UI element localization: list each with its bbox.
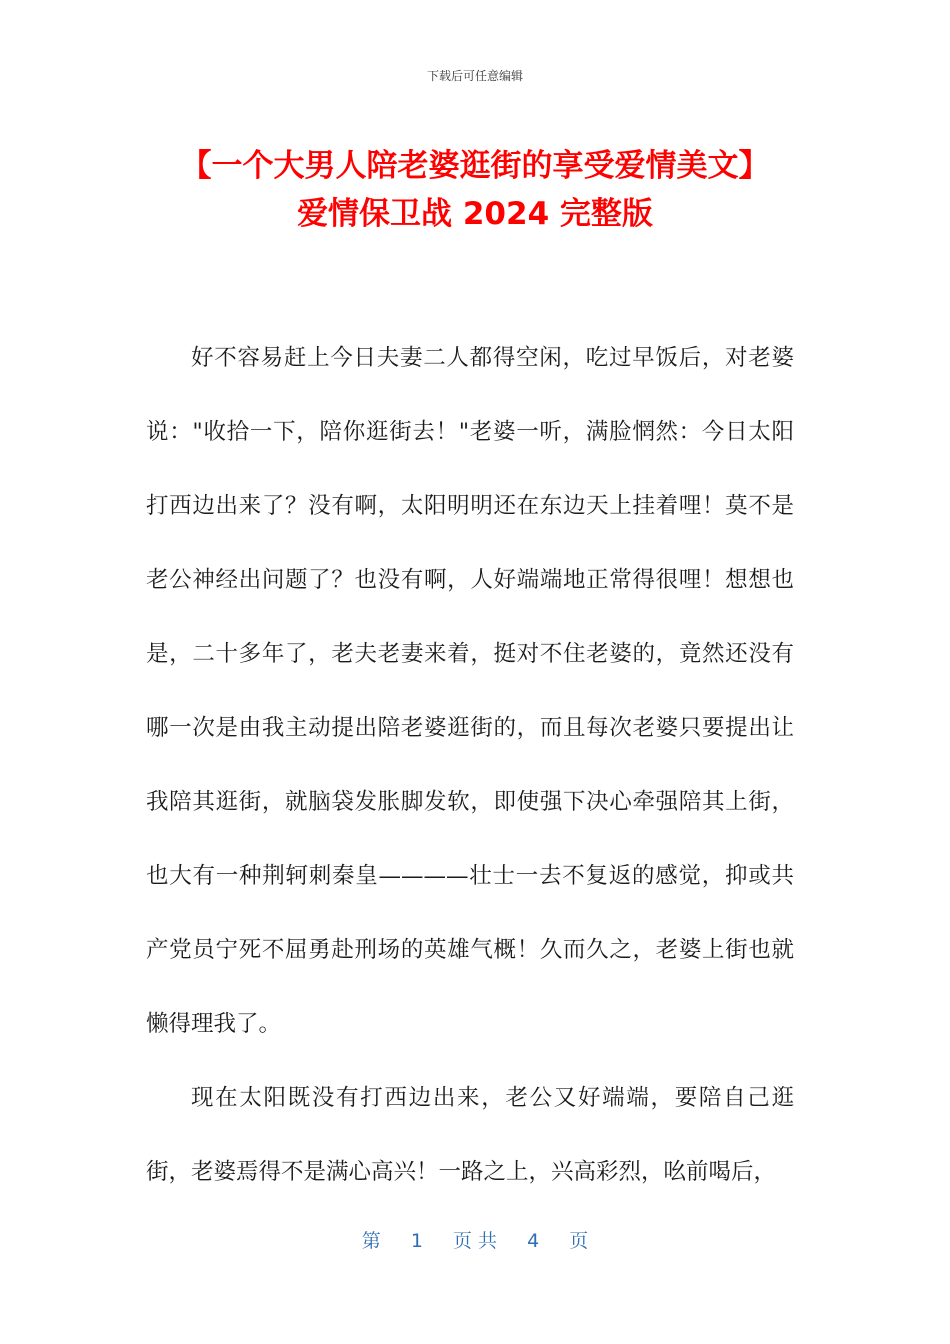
body-text [146, 321, 794, 1209]
footer-total-pages: 4 [527, 1230, 540, 1252]
footer-page-number: 1 [410, 1230, 423, 1252]
title-line-2: 爱情保卫战 2024 完整版 [297, 196, 653, 232]
footer-suffix: 页 [569, 1230, 589, 1252]
footer-prefix: 第 [361, 1230, 381, 1252]
paragraph-2: 现在太阳既没有打西边出来，老公又好端端，要陪自己逛街，老婆焉得不是满心高兴！一路之上，兴高彩烈，吆前喝后， [146, 1085, 794, 1185]
footer-middle: 页 共 [452, 1230, 498, 1252]
page-footer [0, 1226, 950, 1253]
page-title [100, 142, 850, 238]
header-note: 下载后可任意编辑 [426, 69, 523, 83]
title-line-1: 【一个大男人陪老婆逛街的享受爱情美文】 [180, 148, 770, 184]
paragraph-1: 好不容易赶上今日夫妻二人都得空闲，吃过早饭后，对老婆说："收拾一下，陪你逛街去！"老婆一听，满脸惘然：今日太阳打西边出来了？没有啊，太阳明明还在东边天上挂着哩！莫不是老公神经出问题了？也没有啊，人好端端地正常得很哩！想想也是，二十多年了，老夫老妻来着，挺对不住老婆的，竟然还没有哪一次是由我主动提出陪老婆逛街的，而且每次老婆只要提出让我陪其逛街，就脑袋发胀脚发软，即使强下决心牵强陪其上街，也大有一种荆轲刺秦皇————壮士一去不复返的感觉，抑或共产党员宁死不屈勇赴刑场的英雄气概！久而久之，老婆上街也就懒得理我了。 [146, 345, 794, 1037]
